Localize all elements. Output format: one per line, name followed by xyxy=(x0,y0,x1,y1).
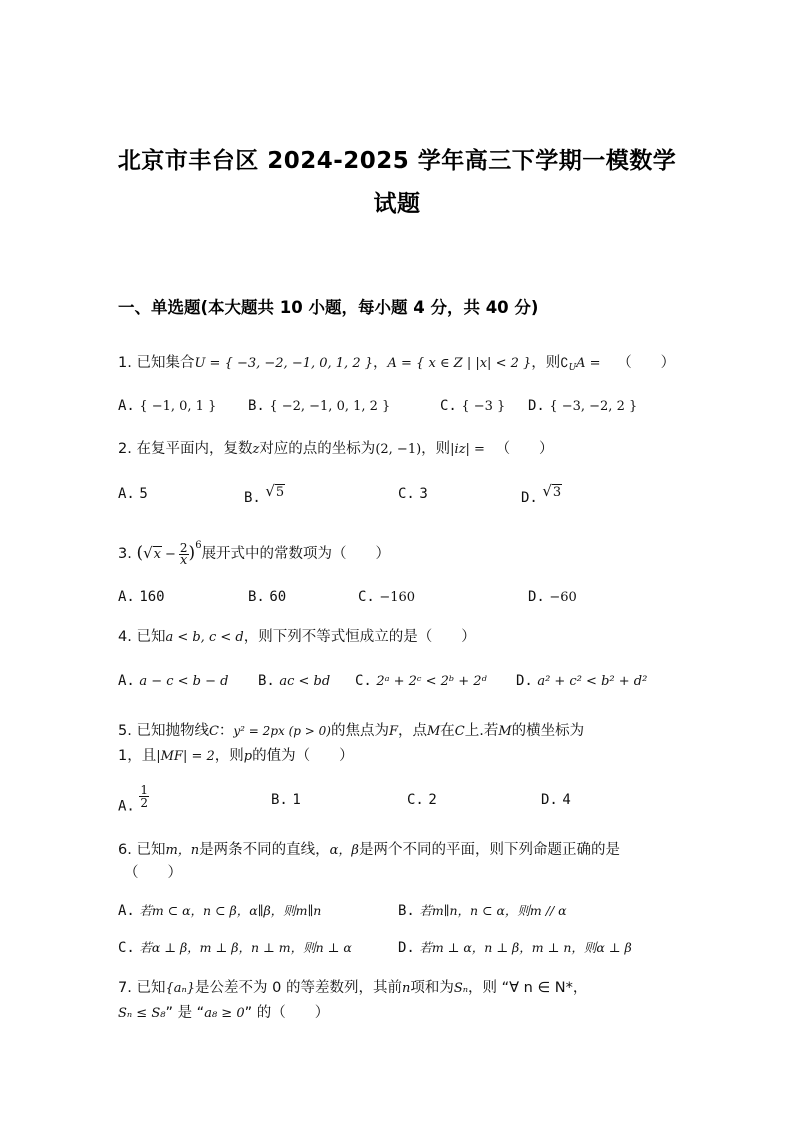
option-b xyxy=(248,589,286,605)
question-text: 已知抛物线 xyxy=(136,723,209,739)
option-value: 4 xyxy=(562,792,571,808)
question-text: ，则 “∀ n ∈ N*， xyxy=(468,980,588,996)
question-text: 是公差不为 0 的等差数列，其前 xyxy=(195,980,402,996)
math-coord: (2, −1) xyxy=(375,442,422,457)
question-text: 的焦点为 xyxy=(330,723,389,739)
option-value: { −2, −1, 0, 1, 2 } xyxy=(269,399,391,414)
question-text: 项和为 xyxy=(410,980,454,996)
paren-close: ) xyxy=(188,543,196,563)
question-4 xyxy=(118,625,476,646)
sqrt-icon: √5 xyxy=(265,482,285,500)
math-var: n xyxy=(401,981,411,996)
option-label: B. xyxy=(258,673,275,689)
question-number: 6. xyxy=(118,842,132,858)
option-value: a² + c² < b² + d² xyxy=(537,674,648,689)
answer-blank: （ ） xyxy=(124,865,182,881)
question-text: ，则 xyxy=(214,748,244,764)
option-label: C. xyxy=(440,398,457,414)
option-label: C. xyxy=(358,589,375,605)
math-expr: A = xyxy=(576,356,601,371)
option-value: 5 xyxy=(139,486,148,502)
option-d xyxy=(398,938,632,956)
option-label: D. xyxy=(516,673,533,689)
option-value: 若m∥n，n ⊂ α，则m // α xyxy=(419,903,567,918)
question-text: 1，且 xyxy=(118,748,157,764)
question-7 xyxy=(118,976,587,997)
question-text: 在复平面内，复数 xyxy=(136,441,253,457)
question-text: 的横坐标为 xyxy=(511,723,585,739)
math-z: z xyxy=(252,442,260,457)
option-label: C. xyxy=(398,486,415,502)
sqrt-icon: √x xyxy=(143,544,161,562)
option-label: B. xyxy=(398,903,415,919)
option-value: −60 xyxy=(549,590,577,605)
option-value: { −1, 0, 1 } xyxy=(139,399,217,414)
math-expr: Sₙ ≤ S₈ xyxy=(118,1006,166,1021)
option-d xyxy=(541,792,571,808)
question-2 xyxy=(118,437,554,458)
option-value: a − c < b − d xyxy=(139,674,229,689)
option-value: 若m ⊥ α，n ⊥ β，m ⊥ n，则α ⊥ β xyxy=(419,940,632,955)
question-7-cont xyxy=(118,1001,329,1022)
option-label: A. xyxy=(118,903,135,919)
option-label: D. xyxy=(521,490,538,506)
question-text: ，则下列不等式恒成立的是（ ） xyxy=(243,629,476,645)
math-rad: x xyxy=(153,547,161,562)
frac-num: 2 xyxy=(179,540,188,555)
math-var: C xyxy=(454,724,465,739)
option-label: A. xyxy=(118,798,135,815)
question-text: 对应的点的坐标为 xyxy=(259,441,376,457)
math-var: F xyxy=(388,724,398,739)
math-expr: |MF| = 2 xyxy=(156,749,215,764)
option-value: −160 xyxy=(379,590,416,605)
option-value: 若α ⊥ β，m ⊥ β，n ⊥ m，则n ⊥ α xyxy=(139,940,352,955)
math-expr: |iz| = xyxy=(450,442,485,457)
math-vars: m，n xyxy=(165,843,200,858)
math-expr: a₈ ≥ 0 xyxy=(204,1006,245,1021)
option-label: D. xyxy=(541,792,558,808)
answer-blank: （ ） xyxy=(617,355,676,371)
math-vars: α，β xyxy=(329,843,359,858)
option-label: D. xyxy=(528,398,545,414)
question-text: 已知集合 xyxy=(136,355,195,371)
option-c xyxy=(407,792,437,808)
question-number: 3. xyxy=(118,546,132,562)
option-a xyxy=(118,784,149,815)
math-set-u: U = { −3, −2, −1, 0, 1, 2 } xyxy=(194,356,373,371)
math-fraction xyxy=(139,784,149,809)
question-number: 7. xyxy=(118,980,132,996)
option-b xyxy=(271,792,301,808)
math-var: Sₙ xyxy=(453,981,469,996)
answer-blank: （ ） xyxy=(495,441,554,457)
option-value: 5 xyxy=(275,485,285,500)
option-value: { −3, −2, 2 } xyxy=(549,399,638,414)
option-value: 160 xyxy=(139,589,165,605)
option-label: B. xyxy=(248,589,265,605)
math-complement: ∁ xyxy=(560,356,569,371)
question-6 xyxy=(118,838,620,859)
math-var: M xyxy=(498,724,512,739)
option-value: ac < bd xyxy=(279,674,331,689)
sqrt-icon: √3 xyxy=(542,482,562,500)
option-c xyxy=(358,589,415,605)
question-text: ，点 xyxy=(397,723,427,739)
punct: ， xyxy=(373,355,388,371)
question-text: ，则 xyxy=(531,355,561,371)
option-a xyxy=(118,589,165,605)
option-label: C. xyxy=(355,673,372,689)
option-value: 1 xyxy=(292,792,301,808)
math-power: 6 xyxy=(195,540,202,551)
question-5-cont xyxy=(118,744,354,765)
option-value: { −3 } xyxy=(461,399,506,414)
frac-den: x xyxy=(180,552,188,568)
option-label: B. xyxy=(248,398,265,414)
option-label: A. xyxy=(118,673,135,689)
question-1 xyxy=(118,351,675,373)
option-c xyxy=(355,673,487,689)
page-title: 北京市丰台区 2024-2025 学年高三下学期一模数学 xyxy=(117,148,677,174)
option-label: D. xyxy=(398,940,415,956)
option-a xyxy=(118,901,321,919)
option-label: D. xyxy=(528,589,545,605)
option-value: 若m ⊂ α，n ⊂ β，α∥β，则m∥n xyxy=(139,903,322,918)
option-a xyxy=(118,673,228,689)
math-fraction xyxy=(179,542,189,567)
math-var: C xyxy=(208,724,219,739)
option-label: B. xyxy=(244,490,261,506)
question-text: 是两条不同的直线， xyxy=(199,842,330,858)
option-d xyxy=(528,398,637,414)
option-label: A. xyxy=(118,486,135,502)
option-b xyxy=(398,901,567,919)
question-3 xyxy=(118,540,390,567)
option-value: 3 xyxy=(419,486,428,502)
section-heading: 一、单选题(本大题共 10 小题，每小题 4 分，共 40 分) xyxy=(118,298,539,317)
option-label: C. xyxy=(407,792,424,808)
option-label: A. xyxy=(118,589,135,605)
option-value: 2ᵃ + 2ᶜ < 2ᵇ + 2ᵈ xyxy=(376,674,487,689)
page-title-line2: 试题 xyxy=(373,191,421,217)
option-a xyxy=(118,486,148,502)
math-sub: U xyxy=(568,363,577,373)
question-text: 展开式中的常数项为（ ） xyxy=(201,546,391,562)
option-value: 2 xyxy=(428,792,437,808)
option-value: 3 xyxy=(552,485,562,500)
math-condition: a < b, c < d xyxy=(165,630,244,645)
question-number: 5. xyxy=(118,723,132,739)
question-5 xyxy=(118,719,584,740)
question-text: 上.若 xyxy=(464,723,499,739)
question-number: 1. xyxy=(118,355,132,371)
option-d xyxy=(521,482,562,506)
punct: ： xyxy=(218,723,234,739)
math-seq: {aₙ} xyxy=(165,981,196,996)
question-text: 的值为（ ） xyxy=(252,748,354,764)
option-label: A. xyxy=(118,398,135,414)
frac-den: 2 xyxy=(140,796,148,810)
question-text: 是两个不同的平面，则下列命题正确的是 xyxy=(358,842,620,858)
option-b xyxy=(244,482,285,506)
option-c xyxy=(118,938,352,956)
math-op: − xyxy=(165,547,176,562)
question-text: 在 xyxy=(440,723,455,739)
question-text: ” 的（ ） xyxy=(244,1005,330,1021)
question-text: 已知 xyxy=(136,980,166,996)
option-b xyxy=(258,673,330,689)
option-c xyxy=(440,398,505,414)
math-var: p xyxy=(243,749,253,764)
frac-num: 1 xyxy=(140,783,148,797)
question-text: ” 是 “ xyxy=(165,1005,205,1021)
option-d xyxy=(528,589,577,605)
question-number: 2. xyxy=(118,441,132,457)
option-value: 60 xyxy=(269,589,287,605)
question-text: ，则 xyxy=(421,441,451,457)
math-set-a: A = { x ∈ Z | |x| < 2 } xyxy=(387,356,532,371)
option-d xyxy=(516,673,647,689)
math-var: M xyxy=(426,724,441,739)
math-equation: y² = 2px (p > 0) xyxy=(233,724,331,738)
option-c xyxy=(398,486,428,502)
paren-open: ( xyxy=(136,543,144,563)
option-label: B. xyxy=(271,792,288,808)
question-text: 已知 xyxy=(136,842,166,858)
question-number: 4. xyxy=(118,629,132,645)
question-text: 已知 xyxy=(136,629,166,645)
option-a xyxy=(118,398,216,414)
option-label: C. xyxy=(118,940,135,956)
option-b xyxy=(248,398,390,414)
